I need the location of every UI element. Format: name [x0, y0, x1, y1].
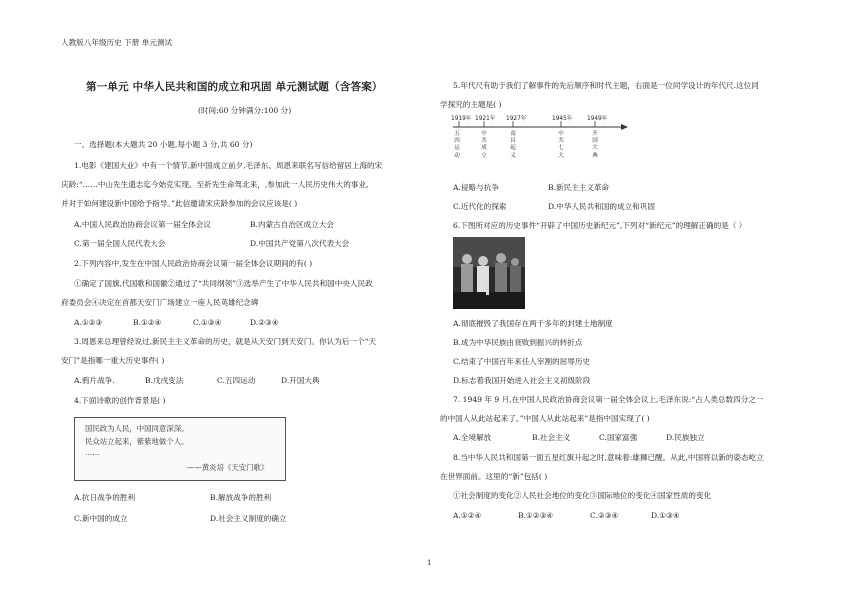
q2-option-b: B.①②④: [133, 318, 162, 327]
q4-option-b: B.解放战争的胜利: [210, 493, 272, 502]
section-heading: 一、选择题(本大题共 20 小题,每小题 3 分,共 60 分): [74, 140, 253, 149]
q1-option-c: C.第一届全国人民代表大会: [74, 239, 166, 248]
q2-line: ①确定了国旗,代国歌和国徽②通过了“共同纲领”③选举产生了中华人民共和国中央人民政: [74, 279, 373, 288]
page-title: 第一单元 中华人民共和国的成立和巩固 单元测试题（含答案）: [86, 81, 383, 93]
q3-option-d: D.开国大典: [281, 376, 320, 385]
timeline-event: 中 共 成 立: [481, 131, 487, 159]
q7-option-b: B.社会主义: [532, 433, 571, 442]
q3-option-c: C.五四运动: [217, 376, 256, 385]
q1-option-b: B.内蒙古自治区成立大会: [250, 220, 334, 229]
q4-option-c: C.新中国的成立: [74, 514, 128, 523]
q3-line: 3.周恩来总理曾经说过,新民主主义革命的历史，就是从天安门到天安门。你认为后一个“天: [74, 337, 377, 346]
q3-line: 安门”是指哪一重大历史事件( ): [61, 356, 165, 365]
timeline-event: 开 国 大 典: [592, 131, 598, 159]
q4-option-a: A.抗日战争的胜利: [74, 493, 136, 502]
q8-line: 8.当中华人民共和国第一面五星红旗升起之时,意味着:雄狮已醒。从此,中国将以新的姿态屹立: [453, 453, 764, 462]
q2-option-a: A.①②③: [74, 318, 103, 327]
q8-option-b: B.①②③④: [518, 511, 554, 520]
q1-option-a: A.中国人民政治协商会议第一届全体会议: [74, 220, 211, 229]
timeline-year: 1945年: [552, 116, 573, 122]
q5-line: 学探究的主题是( ): [440, 100, 502, 109]
q1-option-d: D.中国共产党第八次代表大会: [250, 239, 350, 248]
q6-line: 6.下图所对应的历史事件“开辟了中国历史新纪元”,下列对“新纪元”的理解正确的是（ ）: [453, 221, 747, 230]
q4-option-d: D.社会主义制度的确立: [210, 514, 287, 523]
q2-line: 府委员会④决定在首都天安门广场建立一座人民英雄纪念碑: [61, 298, 259, 307]
q8-option-c: C.②③④: [590, 511, 619, 520]
founding-ceremony-photo: [453, 237, 525, 309]
q5-option-b: B.新民主主义革命: [548, 183, 610, 192]
q6-option-c: C.结束了中国百年来任人宰割的屈辱历史: [453, 357, 591, 366]
q2-line: 2.下列内容中,发生在中国人民政治协商会议第一届全体会议期间的有( ): [74, 259, 313, 268]
q7-option-d: D.民族独立: [666, 433, 705, 442]
q1-line: 1.电影《建国大业》中有一个情节,新中国成立前夕,毛泽东、周恩来联名写信给留居上海的宋: [74, 161, 383, 170]
poem-image: [74, 417, 286, 481]
q6-option-b: B.成为中华民族由衰败到振兴的转折点: [453, 338, 583, 347]
page-header: 人教版八年级历史 下册 单元测试: [61, 38, 173, 47]
q2-option-d: D.②③④: [250, 318, 279, 327]
q8-option-d: D.①③④: [651, 511, 680, 520]
poem-line: ……: [85, 448, 100, 457]
timeline-year: 1949年: [587, 116, 608, 122]
q4-line: 4.下面诗歌的创作背景是( ): [74, 396, 166, 405]
q1-line: 庆龄:“……中山先生遗志迄今始克实现。至祈先生命驾北来，,参加此一人民历史伟大的事业,: [61, 180, 369, 189]
q8-option-a: A.①②④: [453, 511, 482, 520]
q5-option-c: C.近代化的探索: [453, 202, 507, 211]
timeline-event: 五 四 运 动: [454, 131, 460, 159]
q6-option-a: A.彻底摧毁了我国存在两千多年的封建土地制度: [453, 319, 613, 328]
q5-option-a: A.侵略与抗争: [453, 183, 499, 192]
q5-option-d: D.中华人民共和国的成立和巩固: [548, 202, 655, 211]
q6-option-d: D.标志着我国开始进入社会主义初级阶段: [453, 376, 591, 385]
q1-line: 并对于如何建设新中国给予指导。”此信邀请宋庆龄参加的会议应该是( ): [61, 199, 298, 208]
q2-option-c: C.①③④: [193, 318, 222, 327]
timeline-year: 1927年: [506, 116, 527, 122]
q8-line: 在世界面前。这里的“新”包括( ): [440, 472, 548, 481]
q5-line: 5.年代尺有助于我们了解事件的先后顺序和时代主题，右面是一位同学设计的年代尺.这位同: [453, 81, 759, 90]
timeline-image: [451, 117, 629, 177]
timeline-year: 1921年: [475, 116, 496, 122]
page-subtitle: (时间:60 分钟满分:100 分): [198, 106, 292, 115]
poem-line: 民众站立起来，紫紫地做个人。: [85, 437, 189, 446]
timeline-event: 南 昌 起 义: [510, 131, 516, 159]
q3-option-a: A.鸦片战争.: [74, 376, 115, 385]
q7-option-a: A.全境解放: [453, 433, 492, 442]
timeline-year: 1919年: [451, 116, 472, 122]
q8-line: ①社会制度的变化②人民社会地位的变化③国际地位的变化④国家性质的变化: [453, 491, 712, 500]
page-number: 1: [427, 559, 432, 567]
q7-line: 的中国人从此站起来了。”中国人从此站起来”是指中国实现了( ): [440, 414, 650, 423]
poem-attribution: ——黄炎培《天安门歌》: [187, 463, 269, 472]
q7-option-c: C.国家富强: [599, 433, 638, 442]
poem-line: 国民政为人民，中国同意深深。: [85, 424, 189, 433]
timeline-event: 中 共 七 大: [558, 131, 564, 159]
q7-line: 7. 1949 年 9 月,在中国人民政治协商会议第一届全体会议上,毛泽东说:“占人类总数四分之一: [453, 395, 764, 404]
q3-option-b: B.戊戌变法: [145, 376, 184, 385]
